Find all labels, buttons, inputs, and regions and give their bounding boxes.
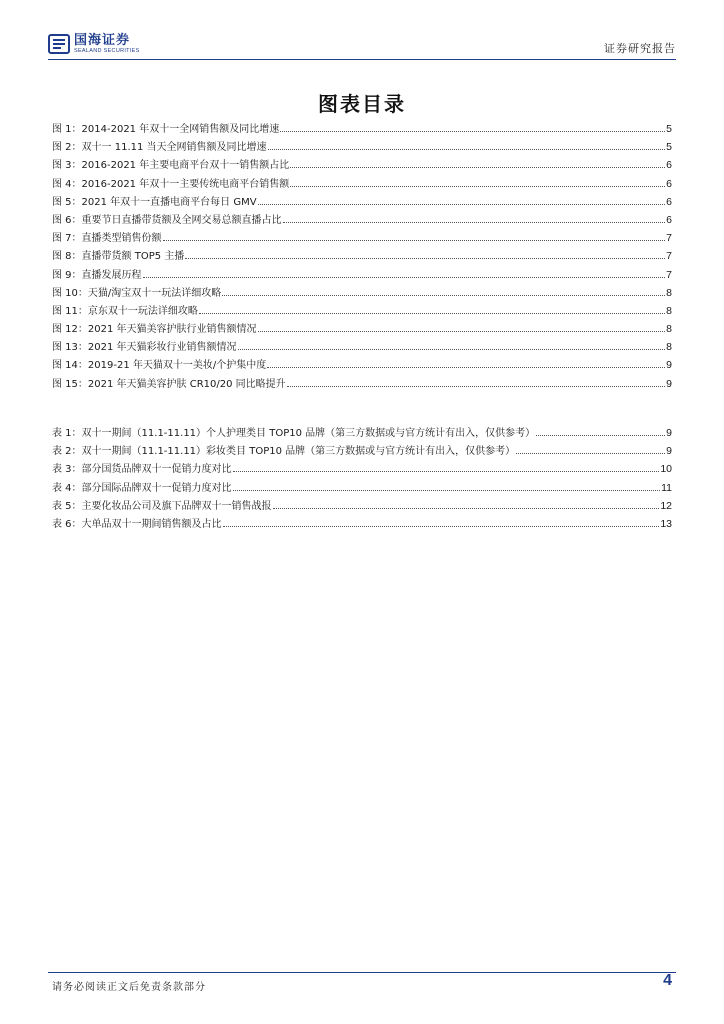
toc-entry-label: 图 11：京东双十一玩法详细攻略 [52, 305, 198, 317]
toc-entry-page: 8 [666, 286, 672, 299]
dot-leader [267, 359, 665, 368]
toc-entry-label: 表 5：主要化妆品公司及旗下品牌双十一销售战报 [52, 500, 272, 512]
toc-entry-page: 10 [660, 463, 672, 476]
brand-name-cn: 国海证券 [74, 32, 131, 48]
disclaimer-note: 请务必阅读正文后免责条款部分 [52, 982, 206, 993]
toc-entry-page: 6 [666, 195, 672, 208]
dot-leader [222, 287, 665, 296]
dot-leader [273, 500, 660, 509]
table-list [52, 424, 672, 533]
figure-toc-entry[interactable] [52, 175, 672, 193]
dot-leader [290, 178, 665, 187]
figure-toc-entry[interactable] [52, 320, 672, 338]
toc-entry-page: 9 [666, 359, 672, 372]
toc-entry-label: 图 4：2016-2021 年双十一主要传统电商平台销售额 [52, 178, 290, 190]
toc-entry-page: 9 [666, 377, 672, 390]
toc-entry-label: 图 7：直播类型销售份额 [52, 233, 162, 245]
dot-leader [185, 250, 665, 259]
toc-entry-page: 9 [666, 427, 672, 439]
toc-entry-page: 6 [666, 213, 672, 226]
dot-leader [143, 269, 666, 278]
dot-leader [238, 341, 666, 350]
figure-toc-entry[interactable] [52, 302, 672, 320]
dot-leader [258, 196, 666, 205]
dot-leader [287, 378, 666, 387]
figure-toc-entry[interactable] [52, 356, 672, 374]
toc-entry-page: 7 [666, 232, 672, 245]
toc-entry-label: 图 14：2019-21 年天猫双十一美妆/个护集中度 [52, 360, 267, 372]
dot-leader [233, 463, 660, 472]
table-toc-entry[interactable] [52, 479, 672, 497]
figure-toc-entry[interactable] [52, 120, 672, 138]
figure-toc-entry[interactable] [52, 266, 672, 284]
dot-leader [268, 141, 666, 150]
toc-entry-label: 图 5：2021 年双十一直播电商平台每日 GMV [52, 196, 257, 208]
header-divider [48, 59, 676, 60]
figure-toc-entry[interactable] [52, 284, 672, 302]
table-toc-entry[interactable] [52, 442, 672, 460]
toc-entry-label: 表 4：部分国际品牌双十一促销力度对比 [52, 482, 232, 494]
toc-entry-page: 5 [666, 123, 672, 135]
toc-entry-label: 表 1：双十一期间（11.1-11.11）个人护理类目 TOP10 品牌（第三方数据或与官方统计有出入，仅供参考） [52, 428, 536, 439]
figure-toc-entry[interactable] [52, 193, 672, 211]
toc-entry-page: 7 [666, 250, 672, 263]
dot-leader [516, 445, 665, 454]
figure-toc-entry[interactable] [52, 211, 672, 229]
table-toc-entry[interactable] [52, 460, 672, 478]
toc-entry-label: 图 9：直播发展历程 [52, 269, 142, 281]
dot-leader [280, 123, 665, 132]
toc-entry-page: 6 [666, 159, 672, 172]
dot-leader [233, 482, 661, 491]
toc-entry-label: 图 1：2014-2021 年双十一全网销售额及同比增速 [52, 124, 280, 135]
figure-toc-entry[interactable] [52, 338, 672, 356]
toc-entry-page: 8 [666, 341, 672, 354]
table-toc-entry[interactable] [52, 497, 672, 515]
brand-name-en: SEALAND SECURITIES [74, 47, 140, 54]
page-number: 4 [663, 972, 672, 989]
figure-toc-entry[interactable] [52, 229, 672, 247]
toc-entry-label: 图 10：天猫/淘宝双十一玩法详细攻略 [52, 287, 222, 299]
dot-leader [258, 323, 666, 332]
table-toc-entry[interactable] [52, 424, 672, 442]
toc-entry-label: 图 3：2016-2021 年主要电商平台双十一销售额占比 [52, 160, 290, 172]
figure-toc-entry[interactable] [52, 375, 672, 393]
toc-entry-page: 13 [660, 517, 672, 530]
figure-list [52, 120, 672, 393]
toc-entry-label: 表 6：大单品双十一期间销售额及占比 [52, 518, 222, 530]
report-type: 证券研究报告 [604, 42, 676, 55]
toc-entry-label: 图 15：2021 年天猫美容护肤 CR10/20 同比略提升 [52, 378, 286, 390]
toc-entry-page: 5 [666, 141, 672, 154]
figure-toc-entry[interactable] [52, 247, 672, 265]
toc-entry-label: 图 13：2021 年天猫彩妆行业销售额情况 [52, 342, 237, 354]
sealand-logo-icon [48, 33, 70, 55]
toc-entry-page: 9 [666, 445, 672, 458]
toc-entry-page: 11 [661, 481, 672, 494]
footer-divider [48, 972, 676, 973]
toc-entry-page: 6 [666, 177, 672, 190]
dot-leader [199, 305, 665, 314]
table-toc-entry[interactable] [52, 515, 672, 533]
dot-leader [536, 427, 665, 436]
toc-entry-page: 12 [660, 499, 672, 512]
toc-entry-label: 图 6：重要节日直播带货额及全网交易总额直播占比 [52, 214, 282, 226]
toc-entry-page: 8 [666, 304, 672, 317]
brand-logo [48, 30, 140, 58]
page-title: 图表目录 [318, 92, 406, 116]
page-header [48, 30, 676, 60]
dot-leader [290, 159, 665, 168]
figure-toc-entry[interactable] [52, 138, 672, 156]
toc-entry-label: 表 2：双十一期间（11.1-11.11）彩妆类目 TOP10 品牌（第三方数据或与官方统计有出入，仅供参考） [52, 446, 516, 458]
toc-entry-page: 7 [666, 268, 672, 281]
toc-entry-label: 表 3：部分国货品牌双十一促销力度对比 [52, 464, 232, 476]
toc-entry-label: 图 2：双十一 11.11 当天全网销售额及同比增速 [52, 142, 267, 154]
toc-entry-page: 8 [666, 323, 672, 336]
toc-entry-label: 图 8：直播带货额 TOP5 主播 [52, 251, 185, 263]
figure-toc-entry[interactable] [52, 156, 672, 174]
toc-entry-label: 图 12：2021 年天猫美容护肤行业销售额情况 [52, 324, 257, 336]
dot-leader [283, 214, 666, 223]
dot-leader [163, 232, 666, 241]
dot-leader [223, 518, 660, 527]
